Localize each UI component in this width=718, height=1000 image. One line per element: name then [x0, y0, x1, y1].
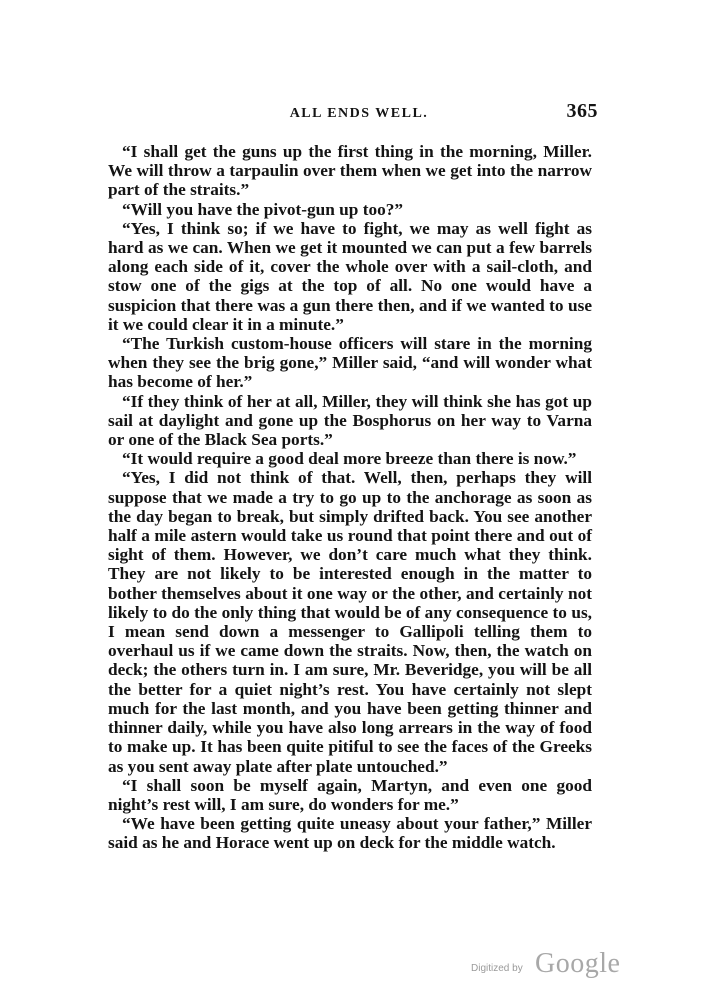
paragraph: “We have been getting quite uneasy about your father,” Miller said as he and Horace went up on deck for the middle watch.: [108, 814, 592, 853]
paragraph: “Yes, I did not think of that. Well, then, perhaps they will suppose that we made a try to go up to the anchorage as soon as the day began to break, but simply drifted back. You see another half a mile astern would take us round that point there and out of sight of them. However, we don’t care much what they think. They are not likely to be interested enough in the matter to bother themselves about it one way or the other, and certainly not likely to do the only thing that would be of any consequence to us, I mean send down a messenger to Gallipoli telling them to overhaul us if we came down the straits. Now, then, the watch on deck; the others turn in. I am sure, Mr. Beveridge, you will be all the better for a quiet night’s rest. You have certainly not slept much for the last month, and you have been getting thinner and thinner daily, while you have also long arrears in the way of food to make up. It has been quite pitiful to see the faces of the Greeks as you sent away plate after plate untouched.”: [108, 468, 592, 776]
body-text: [108, 142, 592, 853]
running-head: [0, 100, 718, 130]
paragraph: “If they think of her at all, Miller, they will think she has got up sail at daylight and gone up the Bosphorus on her way to Varna or one of the Black Sea ports.”: [108, 391, 592, 450]
google-logo: Google: [535, 948, 621, 979]
paragraph: “The Turkish custom-house officers will stare in the morning when they see the brig gone,” Miller said, “and will wonder what has become of her.”: [108, 334, 592, 392]
digitized-by-label: Digitized by: [471, 963, 523, 974]
paragraph: “I shall soon be myself again, Martyn, and even one good night’s rest will, I am sure, do wonders for me.”: [108, 775, 592, 814]
paragraph: “Will you have the pivot-gun up too?”: [122, 199, 404, 219]
paragraph: “It would require a good deal more breeze than there is now.”: [122, 449, 577, 469]
page-number: 365: [566, 100, 598, 122]
paragraph: “I shall get the guns up the first thing in the morning, Miller. We will throw a tarpaulin over them when we get into the narrow part of the straits.”: [108, 142, 592, 200]
paragraph: “Yes, I think so; if we have to fight, we may as well fight as hard as we can. When we get it mounted we can put a few barrels along each side of it, cover the whole over with a sail-cloth, and stow one of the gigs at the top of all. No one would have a suspicion that there was a gun there then, and if we wanted to use it we could clear it in a minute.”: [108, 218, 592, 334]
digitization-watermark: [471, 950, 631, 984]
running-title: ALL ENDS WELL.: [289, 106, 429, 121]
